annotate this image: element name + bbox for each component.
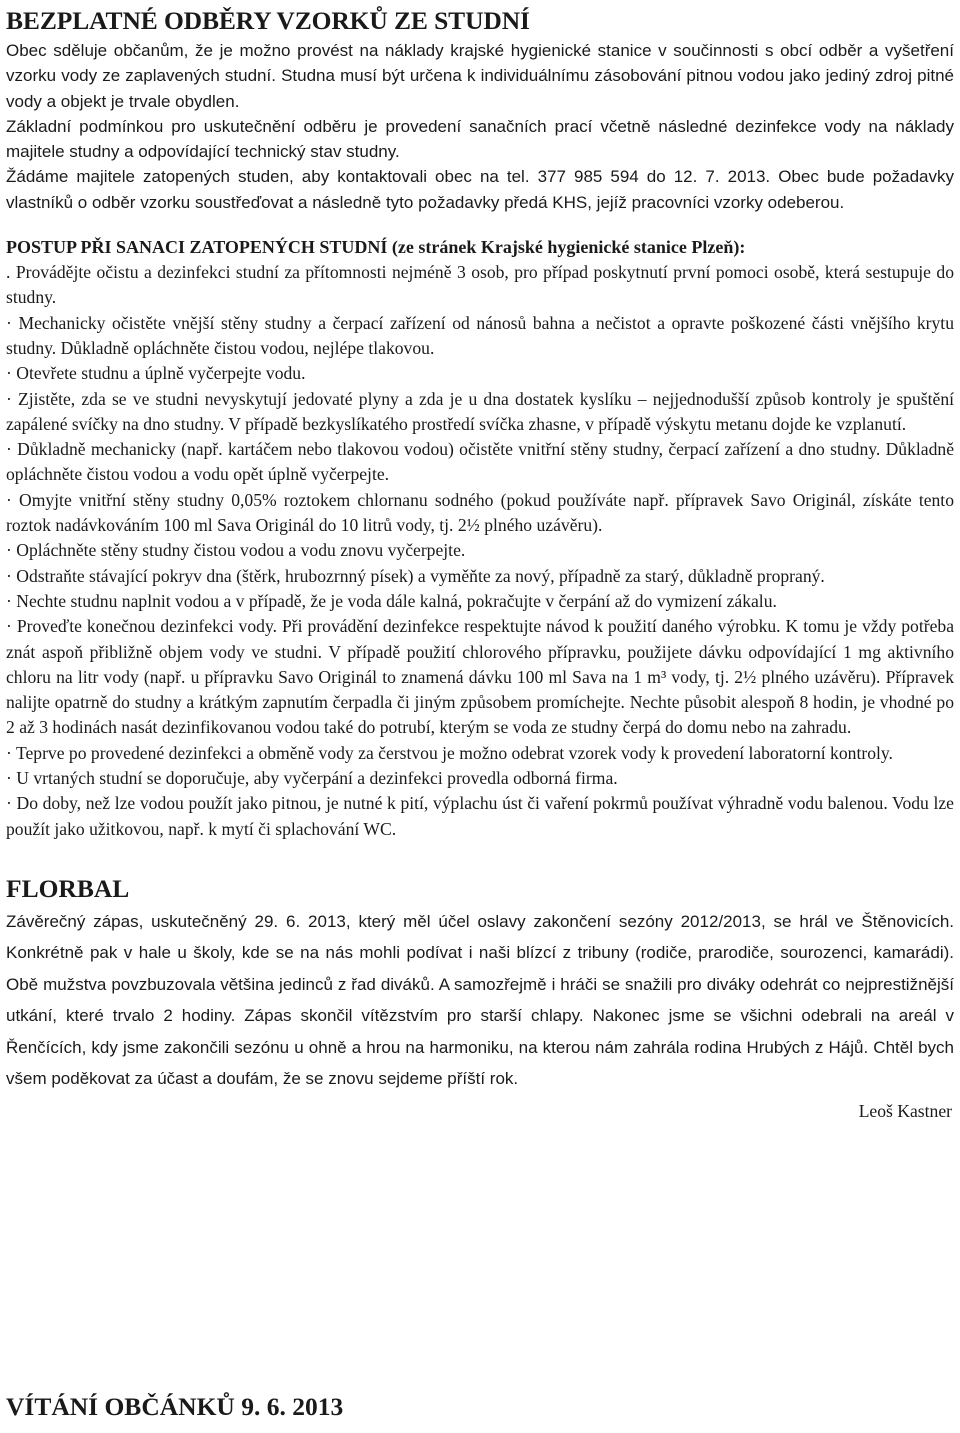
florbal-text: Závěrečný zápas, uskutečněný 29. 6. 2013, který měl účel oslavy zakončení sezóny 2012/2013, se hrál ve Štěnovicích. Konkrétně pak v hale u školy, kde se na nás mohli podívat i naši blízcí z tribuny (rodiče, prarodiče, sourozenci, kamarádi). Obě mužstva povzbuzovala většina jedinců z řad diváků. A samozřejmě i hráči se snažili pro diváky odehrát co nejprestižnější utkání, které trvalo 2 hodiny. Zápas skončil vítězstvím pro starší chlapy. Nakonec jsme se všichni odebrali na areál v Řenčících, kdy jsme zakončili sezónu u ohně a hrou na harmoniku, na kterou nám zahrála rodina Hrubých z Hájů. Chtěl bych všem poděkovat za účast a doufám, že se znovu sejdeme příští rok. — [6, 911, 954, 1089]
procedure-step: · Proveďte konečnou dezinfekci vody. Při provádění dezinfekce respektujte návod k použití daného výrobku. K tomu je vždy potřeba znát aspoň přibližně objem vody ve studni. V případě použití chlorového přípravku, použijete dávku odpovídající 1 mg aktivního chloru na litr vody (např. u přípravku Savo Originál to znamená dávku 100 ml Sava na 1 m³ vody, tj. 2½ plného uzávěru). Přípravek nalijte opatrně do studny a krátkým zapnutím čerpadla či jiným způsobem promíchejte. Nechte působit alespoň 8 hodin, je vhodné po 2 až 3 hodinách nasát dezinfikovanou vodou také do potrubí, kterým se voda ze studny čerpá do domu nebo na zahradu. — [6, 616, 954, 738]
procedure-step: · Odstraňte stávající pokryv dna (štěrk, hrubozrnný písek) a vyměňte za nový, případně za starý, důkladně propraný. — [6, 565, 825, 586]
procedure-step: · Omyjte vnitřní stěny studny 0,05% roztokem chlornanu sodného (pokud používáte např. přípravek Savo Originál, získáte tento roztok nadávkováním 100 ml Sava Originál do 10 litrů vody, tj. 2½ plného uzávěru). — [6, 489, 954, 536]
notice-title: BEZPLATNÉ ODBĚRY VZORKŮ ZE STUDNÍ — [6, 6, 530, 35]
notice-body — [6, 38, 954, 215]
notice-request-contact: Žádáme majitele zatopených studen, aby kontaktovali obec na tel. 377 985 594 do 12. 7. 2013. — [6, 167, 771, 187]
procedure-title-main: POSTUP PŘI SANACI ZATOPENÝCH STUDNÍ — [6, 237, 388, 258]
procedure-step: · Do doby, než lze vodou použít jako pitnou, je nutné k pití, výplachu úst či vaření pokrmů používat výhradně vodu balenou. Vodu lze použít jako užitkovou, např. k mytí či splachování WC. — [6, 793, 954, 839]
notice-condition: Základní podmínkou pro uskutečnění odběru je provedení sanačních prací včetně následné dezinfekce vody na náklady majitele studny a odpovídající technický stav studny. — [6, 116, 954, 162]
florbal-signature: Leoš Kastner — [858, 1100, 952, 1121]
notice-intro: Obec sděluje občanům, že je možno provést na náklady krajské hygienické stanice v součinnosti s obcí odběr a vyšetření vzorku vody ze zaplavených studní. Studna musí být určena k individuálnímu zásobování pitnou vodou jako jediný zdroj pitné vody a objekt je trvale obydlen. — [6, 41, 954, 111]
florbal-title: FLORBAL — [6, 873, 130, 903]
procedure-step: · Mechanicky očistěte vnější stěny studny a čerpací zařízení od nánosů bahna a nečistot a opravte poškozené části vnějšího krytu studny. Důkladně opláchněte čistou vodou, nejlépe tlakovou. — [6, 312, 954, 358]
procedure-step: . Provádějte očistu a dezinfekci studní za přítomnosti nejméně 3 osob, pro případ poskytnutí první pomoci osobě, která sestupuje do studny. — [6, 262, 954, 308]
procedure-step: · Nechte studnu naplnit vodou a v případě, že je voda dále kalná, pokračujte v čerpání až do vymizení zákalu. — [6, 590, 777, 611]
notice-request — [6, 164, 954, 215]
procedure-step: · U vrtaných studní se doporučuje, aby vyčerpání a dezinfekci provedla odborná firma. — [6, 768, 618, 789]
document-page — [0, 4, 960, 1433]
procedure-step: · Opláchněte stěny studny čistou vodou a vodu znovu vyčerpejte. — [6, 540, 466, 561]
procedure-step: · Zjistěte, zda se ve studni nevyskytují jedovaté plyny a zda je u dna dostatek kyslíku – nejjednodušší způsob kontroly je spuštění zapálené svíčky na dno studny. V případě bezkyslíkatého prostředí svíčka zhasne, v případě výskytu metanu dojde ke vzplanutí. — [6, 388, 954, 434]
procedure-step: · Teprve po provedené dezinfekci a obměně vody za čerstvou je možno odebrat vzorek vody k provedení laboratorní kontroly. — [6, 742, 893, 763]
procedure-title — [6, 234, 954, 260]
procedure-step: · Otevřete studnu a úplně vyčerpejte vodu. — [6, 363, 306, 384]
procedure-title-suffix: (ze stránek Krajské hygienické stanice Plzeň): — [387, 237, 746, 258]
next-section-title: VÍTÁNÍ OBČÁNKŮ 9. 6. 2013 — [6, 1392, 344, 1421]
notice-request-tail: Obec bude požadavky vlastníků o odběr vzorku soustřeďovat a následně tyto požadavky předá KHS, jejíž pracovníci vzorky odeberou. — [6, 167, 954, 212]
procedure-steps — [6, 260, 954, 842]
procedure-step: · Důkladně mechanicky (např. kartáčem nebo tlakovou vodou) očistěte vnitřní stěny studny, čerpací zařízení a dno studny. Důkladně opláchněte čistou vodou a vodu opět úplně vyčerpejte. — [6, 439, 954, 485]
